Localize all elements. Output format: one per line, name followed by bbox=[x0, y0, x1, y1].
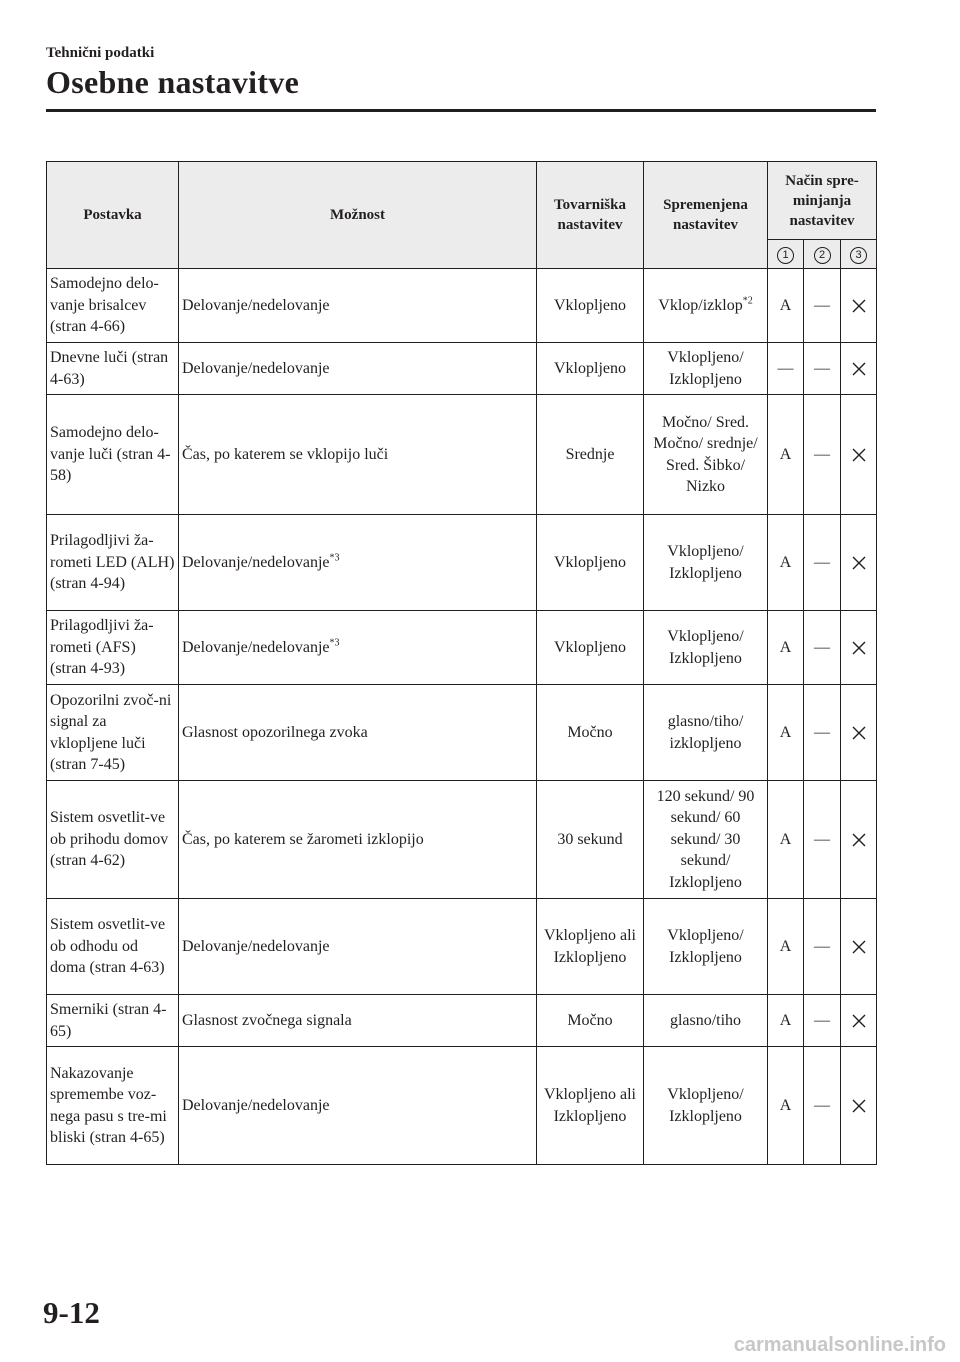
method-1-cell: A bbox=[768, 269, 804, 343]
option-text: Delovanje/nedelovanje bbox=[182, 296, 330, 314]
table-row bbox=[47, 995, 877, 1047]
method-1-cell: A bbox=[768, 515, 804, 611]
method-1-cell: A bbox=[768, 395, 804, 515]
changed-cell bbox=[644, 1047, 768, 1165]
table-row bbox=[47, 343, 877, 395]
method-1-cell: A bbox=[768, 899, 804, 995]
factory-cell: Vklopljeno ali Izklopljeno bbox=[537, 899, 644, 995]
option-text: Čas, po katerem se vklopijo luči bbox=[182, 445, 389, 463]
table-row bbox=[47, 1047, 877, 1165]
option-cell bbox=[179, 343, 537, 395]
option-cell bbox=[179, 395, 537, 515]
factory-cell: Vklopljeno bbox=[537, 269, 644, 343]
page-number: 9-12 bbox=[43, 1295, 100, 1330]
table-row bbox=[47, 899, 877, 995]
item-cell: Dnevne luči (stran 4-63) bbox=[47, 343, 179, 395]
method-1-cell: A bbox=[768, 781, 804, 899]
method-number-3: 3 bbox=[841, 240, 877, 269]
item-cell: Samodejno delo-vanje brisalcev (stran 4-66) bbox=[47, 269, 179, 343]
x-icon bbox=[841, 899, 877, 995]
changed-text: glasno/tiho bbox=[669, 1011, 742, 1029]
item-cell: Sistem osvetlit-ve ob odhodu od doma (stran 4-63) bbox=[47, 899, 179, 995]
title-rule bbox=[46, 109, 876, 112]
method-1-cell: A bbox=[768, 995, 804, 1047]
option-cell bbox=[179, 611, 537, 685]
table-row bbox=[47, 685, 877, 781]
x-icon bbox=[841, 343, 877, 395]
changed-cell bbox=[644, 685, 768, 781]
item-cell: Prilagodljivi ža-rometi (AFS) (stran 4-93) bbox=[47, 611, 179, 685]
option-cell bbox=[179, 1047, 537, 1165]
option-footnote: *3 bbox=[329, 552, 340, 564]
method-number-1: 1 bbox=[768, 240, 804, 269]
header-changed: Spremenjena nastavitev bbox=[644, 162, 768, 269]
changed-cell bbox=[644, 343, 768, 395]
x-icon bbox=[841, 1047, 877, 1165]
item-cell: Samodejno delo-vanje luči (stran 4-58) bbox=[47, 395, 179, 515]
table-row bbox=[47, 611, 877, 685]
item-cell: Smerniki (stran 4-65) bbox=[47, 995, 179, 1047]
changed-text: Vklopljeno/ Izklopljeno bbox=[667, 349, 744, 388]
method-2-cell: — bbox=[804, 611, 841, 685]
x-icon bbox=[841, 781, 877, 899]
item-cell: Opozorilni zvoč-ni signal za vklopljene luči (stran 7-45) bbox=[47, 685, 179, 781]
changed-text: Vklop/izklop bbox=[658, 296, 743, 314]
option-footnote: *3 bbox=[329, 637, 340, 649]
method-1-cell: A bbox=[768, 611, 804, 685]
option-text: Delovanje/nedelovanje bbox=[182, 553, 330, 571]
method-1-cell: — bbox=[768, 343, 804, 395]
option-text: Delovanje/nedelovanje bbox=[182, 1096, 330, 1114]
x-icon bbox=[841, 395, 877, 515]
changed-text: Vklopljeno/ Izklopljeno bbox=[667, 628, 744, 667]
factory-cell: 30 sekund bbox=[537, 781, 644, 899]
x-icon bbox=[841, 995, 877, 1047]
method-2-cell: — bbox=[804, 515, 841, 611]
changed-footnote: *2 bbox=[742, 295, 753, 307]
option-text: Glasnost zvočnega signala bbox=[182, 1011, 352, 1029]
changed-cell bbox=[644, 515, 768, 611]
header-option: Možnost bbox=[179, 162, 537, 269]
watermark: carmanualsonline.info bbox=[733, 1334, 946, 1356]
changed-cell bbox=[644, 781, 768, 899]
changed-cell bbox=[644, 269, 768, 343]
header-item: Postavka bbox=[47, 162, 179, 269]
item-cell: Prilagodljivi ža-rometi LED (ALH) (stran 4-94) bbox=[47, 515, 179, 611]
item-cell: Sistem osvetlit-ve ob prihodu domov (stran 4-62) bbox=[47, 781, 179, 899]
changed-text: Močno/ Sred. Močno/ srednje/ Sred. Šibko/ Nizko bbox=[653, 413, 758, 495]
method-2-cell: — bbox=[804, 899, 841, 995]
method-2-cell: — bbox=[804, 269, 841, 343]
method-2-cell: — bbox=[804, 395, 841, 515]
method-2-cell: — bbox=[804, 781, 841, 899]
settings-table bbox=[46, 161, 877, 1165]
table-row bbox=[47, 781, 877, 899]
option-cell bbox=[179, 685, 537, 781]
method-number-2: 2 bbox=[804, 240, 841, 269]
changed-text: 120 sekund/ 90 sekund/ 60 sekund/ 30 sekund/ Izklopljeno bbox=[656, 787, 755, 891]
option-cell bbox=[179, 515, 537, 611]
method-2-cell: — bbox=[804, 343, 841, 395]
table-row bbox=[47, 395, 877, 515]
changed-text: Vklopljeno/ Izklopljeno bbox=[667, 1086, 744, 1125]
option-text: Glasnost opozorilnega zvoka bbox=[182, 723, 368, 741]
method-2-cell: — bbox=[804, 685, 841, 781]
header-method: Način spre-minjanja nastavitev bbox=[768, 162, 877, 240]
factory-cell: Vklopljeno bbox=[537, 611, 644, 685]
option-text: Čas, po katerem se žarometi izklopijo bbox=[182, 830, 424, 848]
x-icon bbox=[841, 269, 877, 343]
option-cell bbox=[179, 781, 537, 899]
changed-text: Vklopljeno/ Izklopljeno bbox=[667, 543, 744, 582]
method-2-cell: — bbox=[804, 1047, 841, 1165]
table-row bbox=[47, 269, 877, 343]
changed-cell bbox=[644, 611, 768, 685]
table-row bbox=[47, 515, 877, 611]
page-title: Osebne nastavitve bbox=[46, 64, 300, 100]
option-cell bbox=[179, 899, 537, 995]
method-1-cell: A bbox=[768, 1047, 804, 1165]
factory-cell: Vklopljeno ali Izklopljeno bbox=[537, 1047, 644, 1165]
option-cell bbox=[179, 269, 537, 343]
changed-cell bbox=[644, 395, 768, 515]
option-text: Delovanje/nedelovanje bbox=[182, 359, 330, 377]
factory-cell: Močno bbox=[537, 995, 644, 1047]
x-icon bbox=[841, 611, 877, 685]
option-cell bbox=[179, 995, 537, 1047]
section-label: Tehnični podatki bbox=[46, 45, 155, 61]
changed-text: Vklopljeno/ Izklopljeno bbox=[667, 927, 744, 966]
method-1-cell: A bbox=[768, 685, 804, 781]
factory-cell: Vklopljeno bbox=[537, 515, 644, 611]
changed-text: glasno/tiho/ izklopljeno bbox=[667, 713, 744, 752]
changed-cell bbox=[644, 899, 768, 995]
factory-cell: Močno bbox=[537, 685, 644, 781]
header-factory: Tovarniška nastavitev bbox=[537, 162, 644, 269]
factory-cell: Srednje bbox=[537, 395, 644, 515]
x-icon bbox=[841, 685, 877, 781]
method-2-cell: — bbox=[804, 995, 841, 1047]
x-icon bbox=[841, 515, 877, 611]
factory-cell: Vklopljeno bbox=[537, 343, 644, 395]
item-cell: Nakazovanje spremembe voz-nega pasu s tre-mi bliski (stran 4-65) bbox=[47, 1047, 179, 1165]
changed-cell bbox=[644, 995, 768, 1047]
option-text: Delovanje/nedelovanje bbox=[182, 937, 330, 955]
option-text: Delovanje/nedelovanje bbox=[182, 638, 330, 656]
